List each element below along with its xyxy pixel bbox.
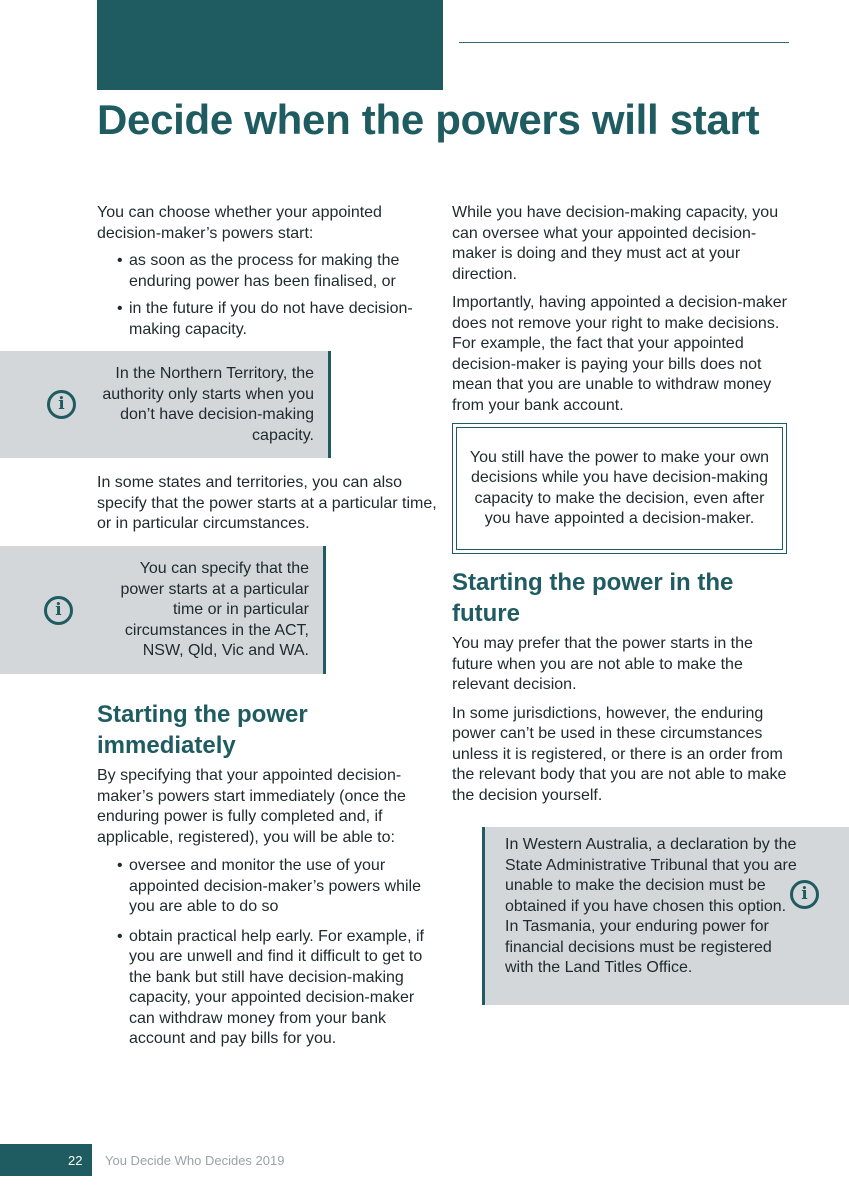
callout-text: You still have the power to make your own decisions while you have decision-making capacity to make the decision, even after you have appointed a decision-maker. bbox=[456, 427, 783, 550]
info-box-states bbox=[0, 546, 326, 674]
header-rule bbox=[459, 42, 789, 43]
info-box-text: You can specify that the power starts at a particular time or in particular circumstances in the ACT, NSW, Qld, Vic and WA. bbox=[120, 560, 309, 659]
states-section bbox=[97, 473, 437, 535]
info-icon: i bbox=[47, 390, 76, 419]
immediately-paragraph: By specifying that your appointed decision-maker’s powers start immediately (once the enduring power is fully completed and, if applicable, registered), you will be able to: bbox=[97, 767, 406, 846]
callout-box bbox=[452, 423, 787, 554]
immediately-bullet: • obtain practical help early. For example, if you are unwell and find it difficult to get to the bank but still have decision-making capacity, your appointed decision-maker can withdraw money from your bank account and pay bills for you. bbox=[97, 927, 437, 1050]
info-box-text: In Western Australia, a declaration by the State Administrative Tribunal that you are unable to make the decision must be obtained if you have chosen this option. In Tasmania, your enduring power for financial decisions must be registered with the Land Titles Office. bbox=[505, 836, 797, 976]
info-box-accent-bar bbox=[323, 546, 326, 674]
page-title: Decide when the powers will start bbox=[97, 96, 760, 143]
intro-paragraph: You can choose whether your appointed decision-maker’s powers start: bbox=[97, 204, 382, 242]
section-heading-future: Starting the power in the future bbox=[452, 569, 734, 627]
intro-bullet: • in the future if you do not have decision-making capacity. bbox=[97, 299, 437, 340]
section-heading-immediately: Starting the power immediately bbox=[97, 701, 308, 759]
immediately-bullet-list bbox=[97, 856, 437, 1050]
info-box-text: In the Northern Territory, the authority only starts when you don’t have decision-making capacity. bbox=[102, 365, 314, 444]
intro-bullet: • as soon as the process for making the enduring power has been finalised, or bbox=[97, 251, 437, 292]
states-paragraph: In some states and territories, you can also specify that the power starts at a particular time, or in particular circumstances. bbox=[97, 474, 437, 532]
immediately-bullet: • oversee and monitor the use of your appointed decision-maker’s powers while you are able to do so bbox=[97, 856, 437, 918]
info-box-accent-bar bbox=[482, 827, 485, 1005]
future-section bbox=[452, 567, 792, 806]
right-paragraph: While you have decision-making capacity, you can oversee what your appointed decision-maker is doing and they must act at your direction. bbox=[452, 204, 779, 283]
info-box-northern-territory bbox=[0, 351, 331, 458]
header-color-block bbox=[97, 0, 443, 90]
info-box-accent-bar bbox=[328, 351, 331, 458]
immediately-section bbox=[97, 699, 437, 1050]
info-box-western-australia bbox=[482, 827, 849, 1005]
right-paragraph: Importantly, having appointed a decision-maker does not remove your right to make decisions. For example, the fact that your appointed decision-maker is paying your bills does not mean that you are unable to withdraw money from your bank account. bbox=[452, 294, 787, 414]
info-icon: i bbox=[790, 880, 819, 909]
future-paragraph: In some jurisdictions, however, the enduring power can’t be used in these circumstances unless it is registered, or there is an order from the relevant body that you are not able to make the decision yourself. bbox=[452, 704, 787, 804]
page-number: 22 bbox=[68, 1153, 83, 1168]
intro-bullet-list bbox=[97, 251, 437, 340]
footer-publication: You Decide Who Decides 2019 bbox=[105, 1153, 285, 1168]
capacity-section bbox=[452, 203, 792, 416]
info-icon: i bbox=[44, 596, 73, 625]
future-paragraph: You may prefer that the power starts in the future when you are not able to make the relevant decision. bbox=[452, 635, 753, 693]
intro-section bbox=[97, 203, 437, 340]
